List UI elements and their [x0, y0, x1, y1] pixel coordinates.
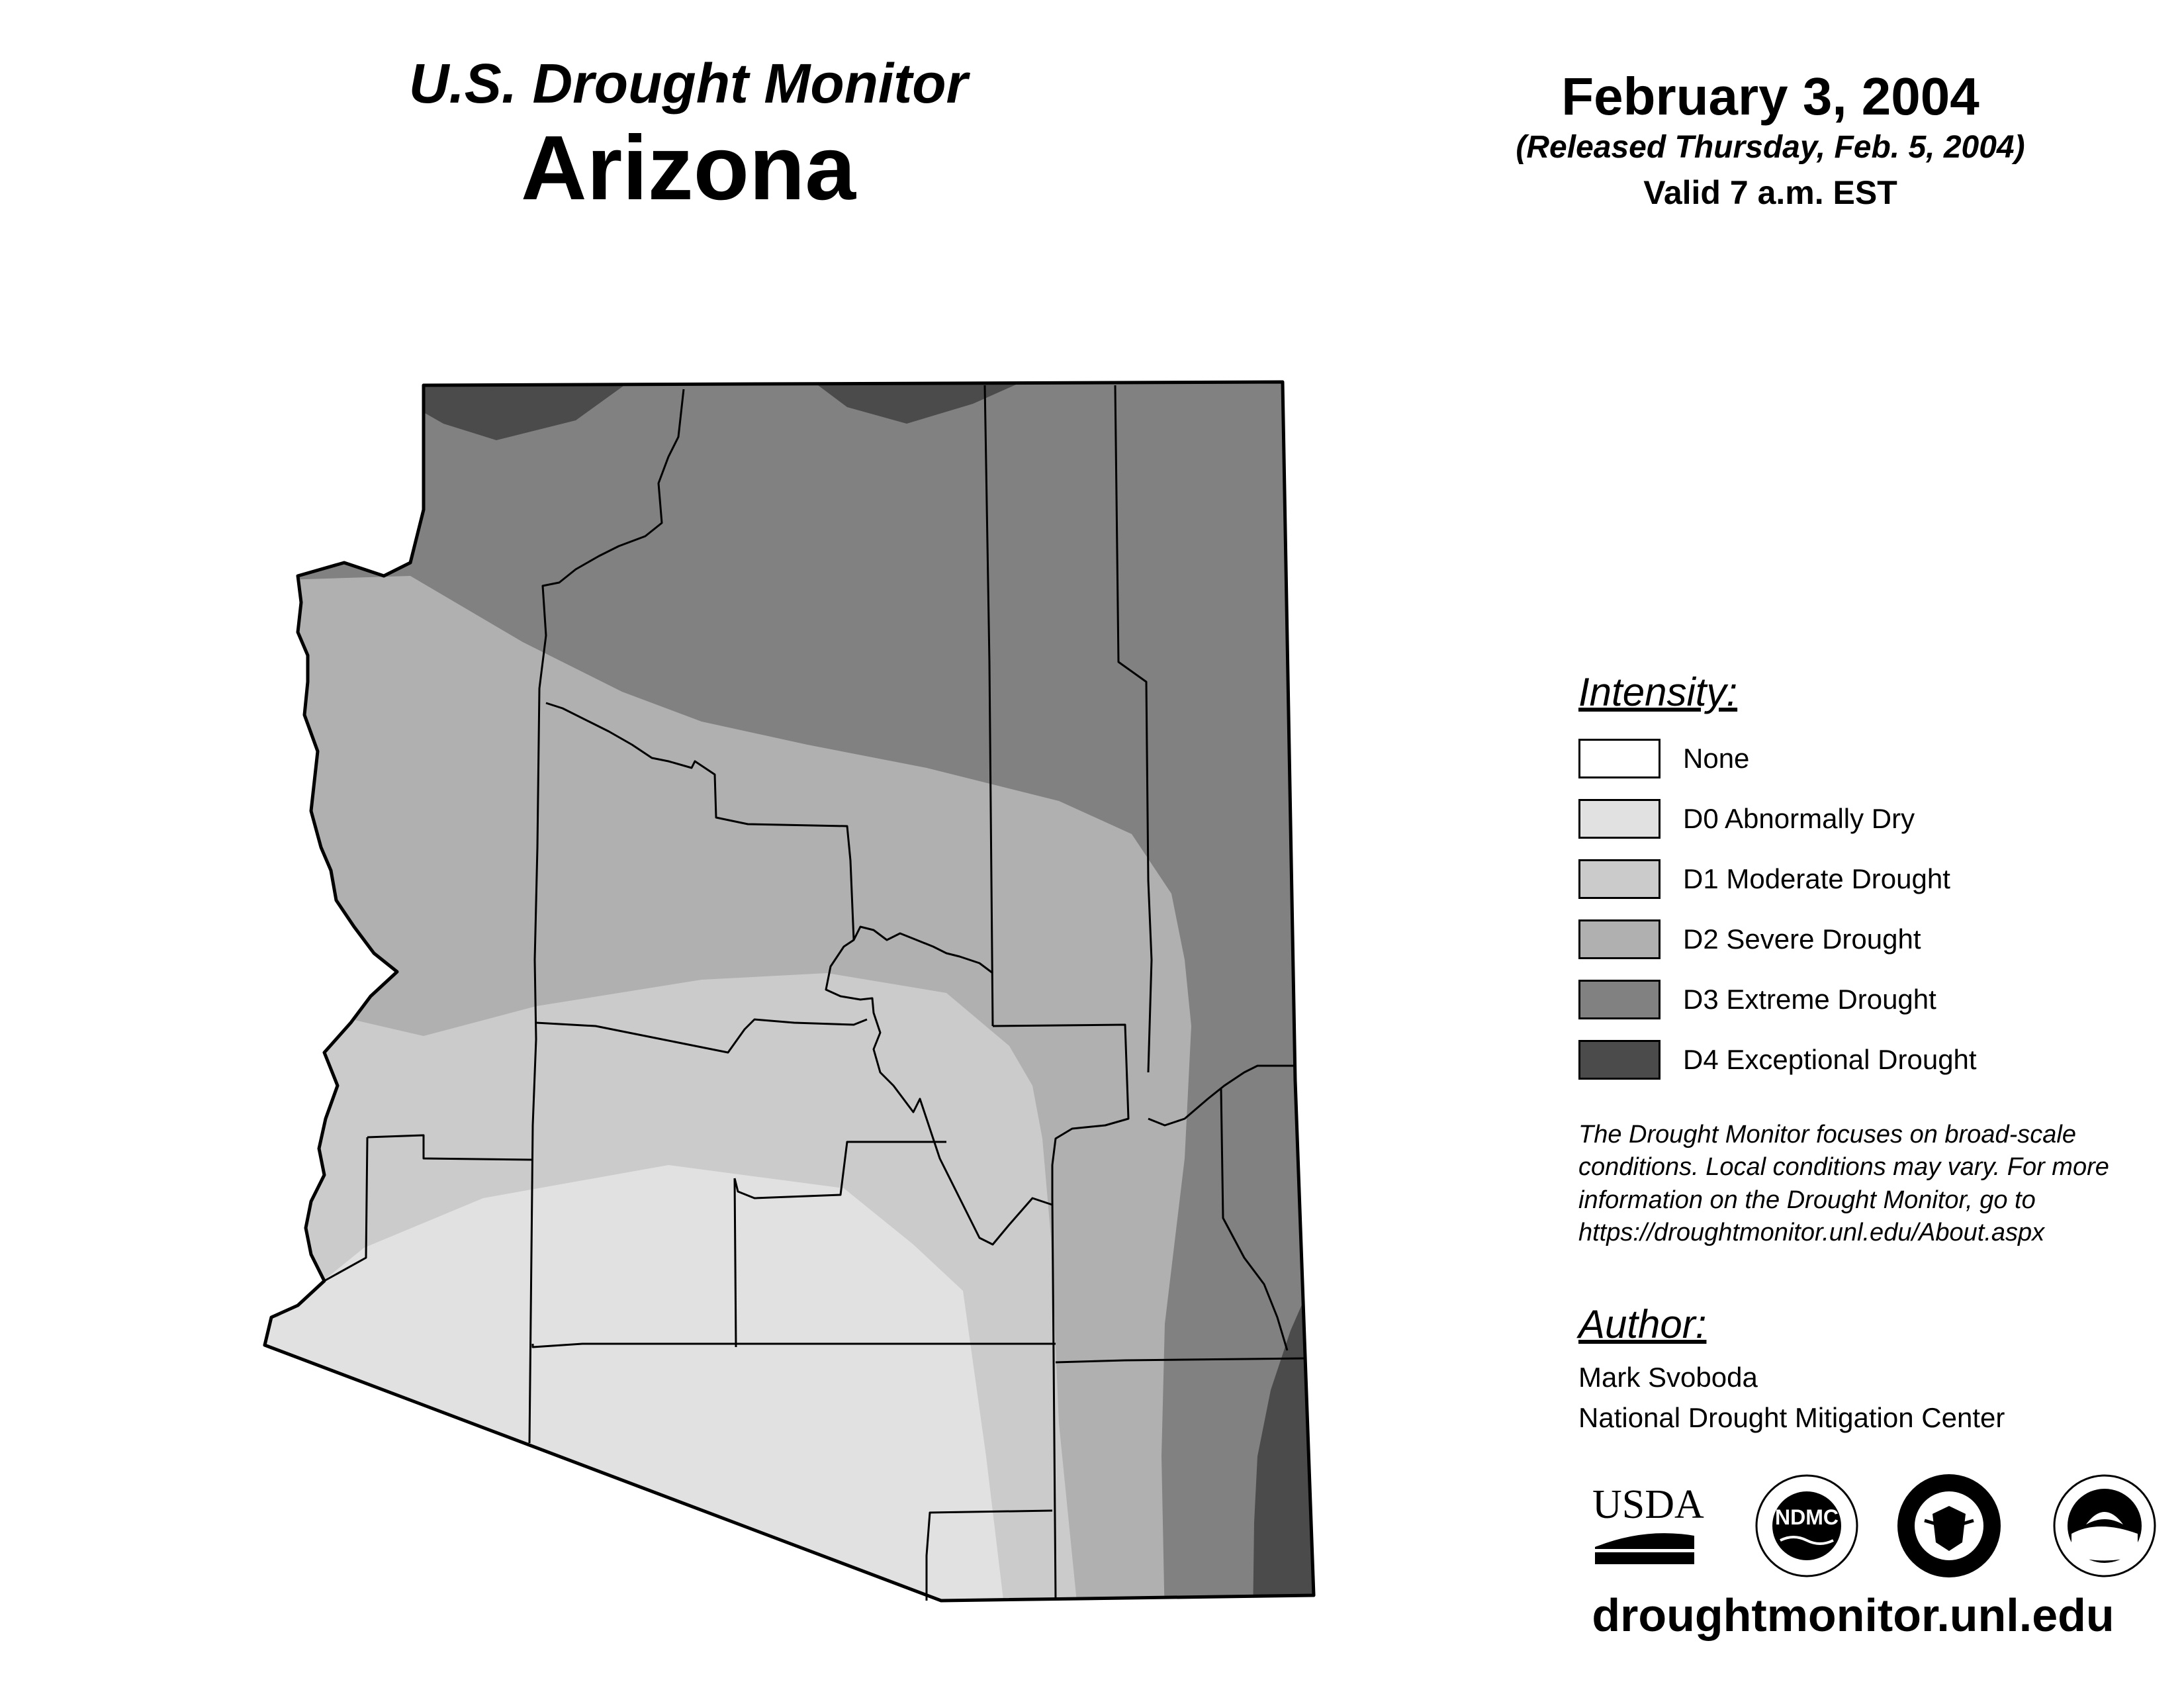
- legend-item-none: [1578, 728, 2174, 788]
- author-name: Mark Svoboda: [1578, 1362, 1758, 1393]
- legend-swatch: [1578, 980, 1661, 1019]
- legend-item-d1: [1578, 849, 2174, 909]
- legend-title: Intensity:: [1578, 670, 1738, 714]
- svg-text:NDMC: NDMC: [1775, 1505, 1839, 1529]
- doc-seal: [1897, 1474, 2001, 1577]
- legend-label: D4 Exceptional Drought: [1683, 1043, 1977, 1075]
- legend-swatch: [1578, 859, 1661, 899]
- legend: [1578, 669, 2174, 1090]
- legend-swatch: [1578, 799, 1661, 839]
- legend-item-d4: [1578, 1029, 2174, 1090]
- site-url[interactable]: droughtmonitor.unl.edu: [1592, 1589, 2115, 1641]
- ndmc-logo: [1756, 1476, 1857, 1576]
- legend-item-d2: [1578, 909, 2174, 969]
- legend-label: D3 Extreme Drought: [1683, 983, 1936, 1015]
- legend-item-d3: [1578, 969, 2174, 1029]
- valid-time: Valid 7 a.m. EST: [1643, 174, 1897, 212]
- author-organization: National Drought Mitigation Center: [1578, 1401, 2005, 1433]
- partner-logos: [1588, 1473, 2171, 1585]
- legend-label: D2 Severe Drought: [1683, 923, 1921, 955]
- noaa-logo: [2054, 1476, 2155, 1576]
- legend-label: None: [1683, 742, 1750, 774]
- legend-swatch: [1578, 739, 1661, 778]
- svg-text:USDA: USDA: [1592, 1482, 1704, 1527]
- author-title: Author:: [1578, 1302, 1707, 1346]
- legend-item-d0: [1578, 788, 2174, 849]
- disclaimer-text: The Drought Monitor focuses on broad-scale conditions. Local conditions may vary. For more information on the Drought Monitor, go to https://droughtmonitor.unl.edu/About.aspx: [1578, 1121, 2109, 1247]
- usda-logo: [1592, 1482, 1704, 1564]
- legend-swatch: [1578, 1040, 1661, 1080]
- legend-label: D1 Moderate Drought: [1683, 863, 1950, 894]
- release-note: (Released Thursday, Feb. 5, 2004): [1516, 130, 2025, 165]
- map-subtitle: U.S. Drought Monitor: [408, 52, 968, 115]
- state-name: Arizona: [520, 117, 856, 220]
- legend-label: D0 Abnormally Dry: [1683, 802, 1915, 834]
- map-date: February 3, 2004: [1561, 67, 1979, 126]
- legend-swatch: [1578, 919, 1661, 959]
- author-block: [1578, 1301, 2174, 1438]
